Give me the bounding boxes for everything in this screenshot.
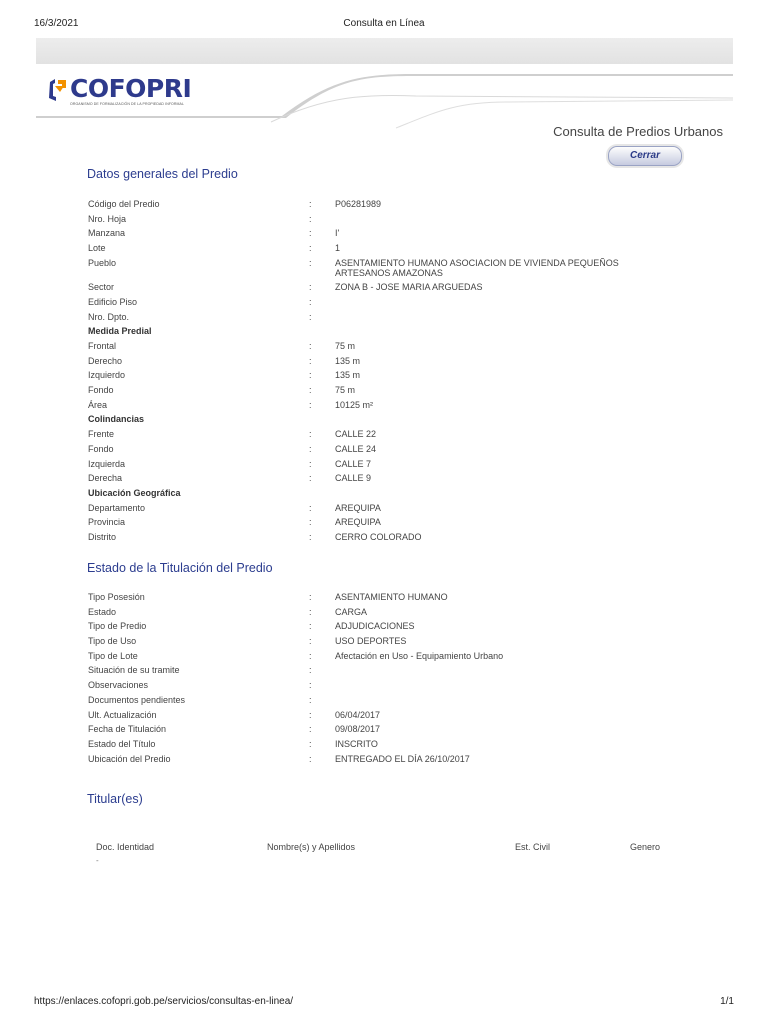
data-row: [88, 226, 708, 241]
row-separator: :: [309, 592, 312, 602]
data-row: [88, 530, 708, 545]
brand-tagline: ORGANISMO DE FORMALIZACIÓN DE LA PROPIEDAD INFORMAL: [70, 102, 185, 106]
row-label: Tipo Posesión: [88, 592, 145, 602]
row-label: Estado del Título: [88, 738, 156, 749]
print-url: https://enlaces.cofopri.gob.pe/servicios/consultas-en-linea/: [34, 996, 294, 1007]
row-value: CALLE 7: [335, 458, 372, 469]
row-separator: :: [309, 502, 312, 513]
row-separator: :: [309, 385, 312, 396]
row-value: ASENTAMIENTO HUMANO: [335, 592, 448, 602]
row-value: CALLE 24: [335, 443, 377, 454]
row-separator: :: [309, 443, 312, 454]
data-row: [88, 256, 708, 281]
print-page-number: 1/1: [720, 996, 734, 1007]
data-row: [88, 442, 708, 457]
col-nombres: Nombre(s) y Apellidos: [267, 842, 356, 852]
row-label: Manzana: [88, 228, 126, 239]
row-value: 75 m: [335, 385, 356, 396]
row-separator: :: [309, 399, 312, 410]
data-row: [88, 722, 708, 737]
row-label: Izquierdo: [88, 370, 126, 381]
row-label: Fondo: [88, 443, 114, 454]
print-footer: [34, 996, 734, 1010]
row-value: 06/04/2017: [335, 709, 381, 720]
row-separator: :: [309, 517, 312, 528]
close-button[interactable]: Cerrar: [608, 146, 682, 166]
row-label: Derecho: [88, 355, 123, 366]
row-label: Observaciones: [88, 680, 149, 691]
group-heading: [88, 486, 708, 501]
print-header: [34, 18, 734, 32]
row-separator: :: [309, 257, 312, 268]
row-value: CALLE 9: [335, 473, 372, 484]
row-label: Situación de su tramite: [88, 665, 180, 676]
row-label: Sector: [88, 282, 115, 293]
data-row: [88, 339, 708, 354]
row-value: 10125 m²: [335, 399, 374, 410]
row-label: Pueblo: [88, 257, 117, 268]
owners-table-header: [96, 842, 696, 854]
brand-name: COFOPRI: [70, 74, 192, 103]
data-row: [88, 737, 708, 752]
row-separator: :: [309, 680, 312, 691]
row-separator: :: [309, 709, 312, 720]
row-label: Distrito: [88, 531, 117, 542]
data-row: [88, 663, 708, 678]
row-separator: :: [309, 311, 312, 322]
data-row: [88, 708, 708, 723]
row-label: Izquierda: [88, 458, 126, 469]
row-label: Colindancias: [88, 414, 145, 425]
data-row: [88, 398, 708, 413]
row-separator: :: [309, 724, 312, 735]
row-label: Fecha de Titulación: [88, 724, 167, 735]
row-separator: :: [309, 341, 312, 351]
site-banner: [36, 38, 733, 168]
status-data-list: [88, 590, 708, 766]
row-separator: :: [309, 355, 312, 366]
row-value: AREQUIPA: [335, 502, 381, 513]
data-row: [88, 515, 708, 530]
row-value: 1: [335, 243, 341, 254]
row-value: ZONA B - JOSE MARIA ARGUEDAS: [335, 282, 483, 293]
data-row: [88, 295, 708, 310]
data-row: [88, 310, 708, 325]
section-title-general: Datos generales del Predio: [87, 167, 238, 181]
data-row: [88, 752, 708, 767]
col-est-civil: Est. Civil: [515, 842, 551, 852]
row-separator: :: [309, 650, 312, 661]
row-label: Edificio Piso: [88, 296, 138, 307]
row-label: Fondo: [88, 385, 114, 396]
row-separator: :: [309, 243, 312, 254]
group-heading: [88, 412, 708, 427]
row-separator: :: [309, 606, 312, 617]
row-label: Frente: [88, 429, 115, 440]
row-value: CARGA: [335, 606, 368, 617]
section-title-owners: Titular(es): [87, 792, 143, 806]
data-row: [88, 241, 708, 256]
row-value: INSCRITO: [335, 738, 378, 749]
row-separator: :: [309, 636, 312, 647]
row-separator: :: [309, 370, 312, 381]
row-label: Medida Predial: [88, 326, 152, 337]
row-value: P06281989: [335, 199, 382, 209]
section-title-status: Estado de la Titulación del Predio: [87, 561, 273, 575]
row-separator: :: [309, 621, 312, 632]
data-row: [88, 197, 708, 212]
row-value: I': [335, 228, 340, 239]
print-date: 16/3/2021: [34, 18, 79, 29]
banner-title: Consulta de Predios Urbanos: [553, 124, 723, 139]
row-separator: :: [309, 282, 312, 293]
row-label: Nro. Hoja: [88, 213, 127, 224]
row-label: Lote: [88, 243, 106, 254]
row-value: ADJUDICACIONES: [335, 621, 415, 632]
row-label: Provincia: [88, 517, 126, 528]
row-label: Ubicación del Predio: [88, 753, 171, 764]
row-separator: :: [309, 738, 312, 749]
row-separator: :: [309, 199, 312, 209]
row-label: Departamento: [88, 502, 146, 513]
row-label: Ult. Actualización: [88, 709, 157, 720]
row-label: Área: [88, 399, 108, 410]
print-page-title: Consulta en Línea: [343, 18, 425, 29]
row-value: ASENTAMIENTO HUMANO ASOCIACION DE VIVIENDA PEQUEÑOS ARTESANOS AMAZONAS: [335, 257, 619, 278]
row-label: Código del Predio: [88, 199, 160, 209]
data-row: [88, 354, 708, 369]
row-value: Afectación en Uso - Equipamiento Urbano: [335, 650, 504, 661]
row-value: 09/08/2017: [335, 724, 381, 735]
col-doc-identidad: Doc. Identidad: [96, 842, 155, 852]
row-label: Documentos pendientes: [88, 694, 186, 705]
data-row: [88, 457, 708, 472]
row-value: 75 m: [335, 341, 356, 351]
row-label: Frontal: [88, 341, 117, 351]
col-genero: Genero: [630, 842, 661, 852]
row-separator: :: [309, 458, 312, 469]
row-value: USO DEPORTES: [335, 636, 407, 647]
row-separator: :: [309, 665, 312, 676]
owners-empty-row: -: [96, 856, 99, 865]
data-row: [88, 678, 708, 693]
row-label: Tipo de Uso: [88, 636, 137, 647]
row-separator: :: [309, 753, 312, 764]
row-value: 135 m: [335, 355, 361, 366]
row-separator: :: [309, 694, 312, 705]
row-separator: :: [309, 429, 312, 440]
data-row: [88, 280, 708, 295]
data-row: [88, 649, 708, 664]
row-separator: :: [309, 531, 312, 542]
data-row: [88, 471, 708, 486]
group-heading: [88, 324, 708, 339]
row-separator: :: [309, 228, 312, 239]
row-label: Tipo de Lote: [88, 650, 138, 661]
row-separator: :: [309, 296, 312, 307]
data-row: [88, 619, 708, 634]
data-row: [88, 383, 708, 398]
data-row: [88, 212, 708, 227]
cofopri-mark-icon: [46, 76, 68, 102]
data-row: [88, 693, 708, 708]
row-label: Estado: [88, 606, 117, 617]
row-value: CERRO COLORADO: [335, 531, 422, 542]
row-label: Tipo de Predio: [88, 621, 147, 632]
general-data-list: [88, 197, 708, 545]
row-value: ENTREGADO EL DÍA 26/10/2017: [335, 753, 470, 764]
row-value: CALLE 22: [335, 429, 377, 440]
row-label: Derecha: [88, 473, 123, 484]
row-separator: :: [309, 213, 312, 224]
data-row: [88, 501, 708, 516]
data-row: [88, 427, 708, 442]
data-row: [88, 634, 708, 649]
row-separator: :: [309, 473, 312, 484]
data-row: [88, 605, 708, 620]
data-row: [88, 368, 708, 383]
row-value: 135 m: [335, 370, 361, 381]
row-value: AREQUIPA: [335, 517, 381, 528]
row-label: Nro. Dpto.: [88, 311, 130, 322]
data-row: [88, 590, 708, 605]
row-label: Ubicación Geográfica: [88, 487, 181, 498]
